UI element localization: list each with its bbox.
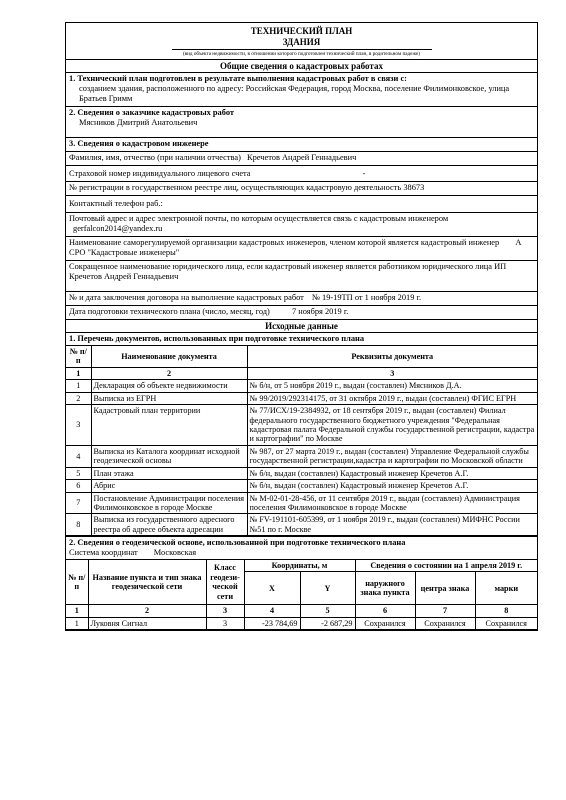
geo-name: Луковня Сигнал: [88, 617, 206, 629]
snils-row: [66, 165, 537, 182]
legal-text: Сокращенное наименование юридического лица, если кадастровый инженер является работником юридического лица ИП Кречетов Андрей Геннадьевич: [69, 261, 507, 281]
source-heading: Исходные данные: [66, 319, 537, 333]
geo-colnum: 1: [66, 605, 88, 617]
technical-plan-page: [65, 22, 538, 631]
docs-colnum: 2: [91, 367, 247, 379]
doc-req: № М-02-01-28-456, от 11 сентября 2019 г., выдан (составлен) Администрация поселения Филимонковское в городе Москве: [247, 492, 537, 514]
snils-value: -: [362, 168, 366, 178]
geo-header-name: Название пункта и тип знака геодезической сети: [88, 560, 206, 605]
contract-label: № и дата заключения договора на выполнение кадастровых работ: [69, 292, 304, 302]
doc-num: 4: [66, 445, 91, 467]
legal-row: [66, 260, 537, 291]
contract-row: [66, 291, 537, 305]
doc-name: Декларация об объекте недвижимости: [91, 380, 247, 392]
doc-name: Выписка из ЕГРН: [91, 392, 247, 404]
doc-name: Выписка из Каталога координат исходной геодезической основы: [91, 445, 247, 467]
table-row: [66, 405, 537, 446]
geo-y: -2 687,29: [300, 617, 355, 629]
geo-header-x: X: [244, 572, 300, 605]
doc-num: 1: [66, 380, 91, 392]
section-2-text: Мясников Дмитрий Анатольевич: [79, 117, 198, 127]
doc-name: Выписка из государственного адресного реестра об адресе объекта адресации: [91, 514, 247, 536]
title-caption: (вид объекта недвижимости, в отношении которого подготовлен технический план, в родительном падеже): [182, 50, 421, 57]
table-row: [66, 467, 537, 479]
doc-num: 6: [66, 480, 91, 492]
section-1: [66, 72, 537, 106]
geo-colnum: 8: [475, 605, 537, 617]
doc-req: № б/н, от 5 ноября 2019 г., выдан (составлен) Мясников Д.А.: [247, 380, 537, 392]
doc-num: 8: [66, 514, 91, 536]
coord-system-label: Система координат: [69, 548, 138, 558]
geodesy-title: 2. Сведения о геодезической основе, использованной при подготовке технического плана: [69, 538, 406, 548]
geo-header-state: Сведения о состоянии на 1 апреля 2019 г.: [355, 560, 537, 572]
prep-date-label: Дата подготовки технического плана (число, месяц, год): [69, 306, 270, 316]
docs-colnum: 1: [66, 367, 91, 379]
geodesy-table-wrap: [66, 559, 537, 630]
doc-req: № б/н, выдан (составлен) Кадастровый инженер Кречетов А.Г.: [247, 467, 537, 479]
prep-date-row: [66, 305, 537, 319]
docs-table-title: 1. Перечень документов, использованных при подготовке технического плана: [66, 332, 537, 345]
geo-colnum: 6: [355, 605, 415, 617]
geodesy-section: [66, 536, 537, 559]
section-3: [66, 137, 537, 151]
geo-state-mark: Сохранился: [475, 617, 537, 629]
phone-row: [66, 195, 537, 212]
geo-header-s3: марки: [475, 572, 537, 605]
general-heading: Общие сведения о кадастровых работах: [66, 59, 537, 73]
geo-x: -23 784,69: [244, 617, 300, 629]
post-row: [66, 212, 537, 236]
table-row: [66, 392, 537, 404]
docs-colnum: 3: [247, 367, 537, 379]
registration-value: 38673: [403, 183, 425, 193]
registration-row: [66, 181, 537, 195]
geo-class: 3: [206, 617, 244, 629]
sro-value: А СРО "Кадастровые инженеры": [69, 238, 522, 258]
geodesy-table: [66, 560, 537, 630]
doc-req: № FV-191101-605399, от 1 ноября 2019 г., выдан (составлен) МИФНС России №51 по г. Москве: [247, 514, 537, 536]
table-row: [66, 617, 537, 629]
doc-req: № 77/ИСХ/19-2384932, от 18 сентября 2019 г., выдан (составлен) Филиал федерального государственного бюджетного учреждения "Федеральная кадастровая палата Федеральной службы государственной регистрации, кадастра и картографии" по Москве: [247, 405, 537, 446]
section-1-title: 1. Технический план подготовлен в результате выполнения кадастровых работ в связи с:: [69, 74, 407, 84]
doc-name: Кадастровый план территории: [91, 405, 247, 446]
doc-name: Абрис: [91, 480, 247, 492]
table-row: [66, 445, 537, 467]
section-3-title: 3. Сведения о кадастровом инженере: [69, 138, 209, 148]
docs-table: [66, 346, 537, 536]
section-1-text: созданием здания, расположенного по адресу: Российская Федерация, город Москва, поселение Филимонковское, улица Братьев Гримм: [79, 84, 510, 104]
fio-value: Кречетов Андрей Геннадьевич: [247, 152, 357, 162]
title-line-2: ЗДАНИЯ: [172, 37, 432, 49]
geo-header-num: № п/п: [66, 560, 88, 605]
geo-header-y: Y: [300, 572, 355, 605]
phone-value: раб.:: [146, 199, 163, 209]
geo-header-coords: Координаты, м: [244, 560, 355, 572]
sro-label: Наименование саморегулируемой организации кадастровых инженеров, членом которой является кадастровый инженер: [69, 238, 500, 248]
geo-colnum: 3: [206, 605, 244, 617]
doc-req: № 987, от 27 марта 2019 г., выдан (составлен) Управление Федеральной службы государственной регистрации,кадастра и картографии по Московской области: [247, 445, 537, 467]
geo-num: 1: [66, 617, 88, 629]
fio-label: Фамилия, имя, отчество (при наличии отчества): [69, 152, 241, 162]
geo-header-s2: центра знака: [415, 572, 475, 605]
section-2: [66, 106, 537, 137]
table-row: [66, 492, 537, 514]
coord-system-value: Московская: [153, 548, 197, 558]
geo-colnum: 5: [300, 605, 355, 617]
geo-state-center: Сохранился: [415, 617, 475, 629]
engineer-fio-row: [66, 151, 537, 165]
doc-name: Постановление Администрации поселения Филимонковское в городе Москве: [91, 492, 247, 514]
title-line-1: ТЕХНИЧЕСКИЙ ПЛАН: [250, 26, 353, 36]
doc-num: 5: [66, 467, 91, 479]
table-row: [66, 480, 537, 492]
table-row: [66, 514, 537, 536]
sro-row: [66, 236, 537, 260]
doc-req: № б/н, выдан (составлен) Кадастровый инженер Кречетов А.Г.: [247, 480, 537, 492]
geo-colnum: 7: [415, 605, 475, 617]
prep-date-value: 7 ноября 2019 г.: [291, 306, 349, 316]
post-label: Почтовый адрес и адрес электронной почты, по которым осуществляется связь с кадастровым инженером: [69, 214, 449, 224]
docs-header-req: Реквизиты документа: [247, 346, 537, 367]
registration-label: № регистрации в государственном реестре лиц, осуществляющих кадастровую деятельность: [69, 183, 402, 193]
doc-num: 7: [66, 492, 91, 514]
docs-header-name: Наименование документа: [91, 346, 247, 367]
doc-req: № 99/2019/292314175, от 31 октября 2019 г., выдан (составлен) ФГИС ЕГРН: [247, 392, 537, 404]
document-title: [66, 23, 537, 50]
docs-header-num: № п/п: [66, 346, 91, 367]
snils-label: Страховой номер индивидуального лицевого счета: [69, 168, 251, 178]
table-row: [66, 380, 537, 392]
geo-state-outer: Сохранился: [355, 617, 415, 629]
doc-num: 2: [66, 392, 91, 404]
geo-colnum: 2: [88, 605, 206, 617]
geo-colnum: 4: [244, 605, 300, 617]
docs-table-wrap: [66, 345, 537, 536]
doc-name: План этажа: [91, 467, 247, 479]
doc-num: 3: [66, 405, 91, 446]
geo-header-s1: наружного знака пункта: [355, 572, 415, 605]
contract-value: № 19-19ТП от 1 ноября 2019 г.: [311, 292, 422, 302]
post-value: gerfalcon2014@yandex.ru: [73, 224, 163, 234]
geo-header-class: Класс геодези-ческой сети: [206, 560, 244, 605]
phone-label: Контактный телефон: [69, 199, 145, 209]
section-2-title: 2. Сведения о заказчике кадастровых работ: [69, 107, 235, 117]
